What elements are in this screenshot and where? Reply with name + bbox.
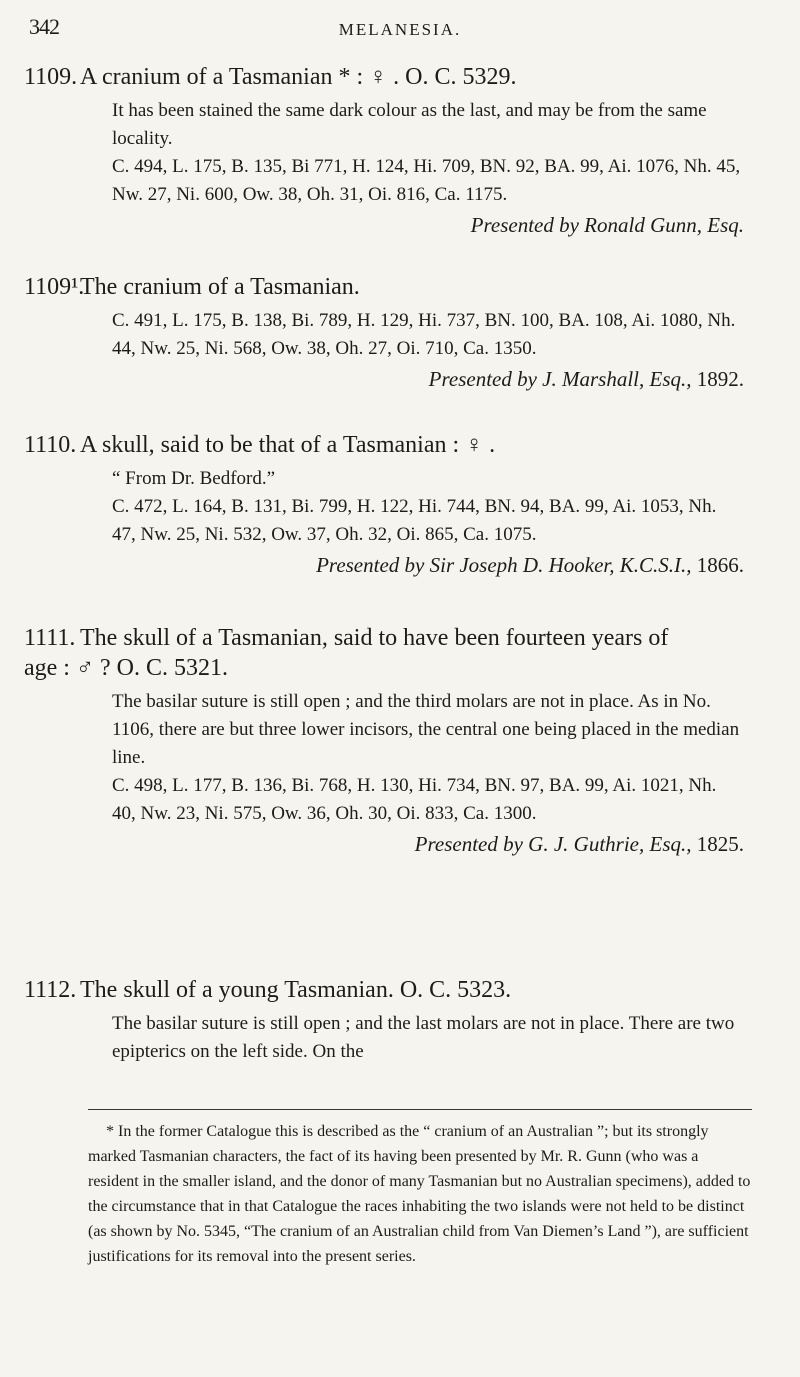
catalogue-entry [24, 272, 744, 393]
entry-number: 1111. [24, 625, 76, 651]
entry-body [112, 307, 744, 393]
entry-body [112, 465, 744, 579]
entry-heading [24, 623, 684, 683]
entry-description: The basilar suture is still open ; and the last molars are not in place. There are two epipterics on the left side. On the [112, 1013, 735, 1062]
entry-body [112, 1010, 744, 1066]
entry-description: “ From Dr. Bedford.” [112, 468, 276, 489]
presentation-year: 1866. [696, 553, 744, 577]
entry-heading [24, 430, 744, 460]
entry-heading [24, 62, 744, 92]
catalogue-entry [24, 430, 744, 579]
entry-number: 1112. [24, 977, 77, 1003]
catalogue-entry [24, 623, 744, 858]
catalogue-entry [24, 975, 744, 1066]
entry-presenter: Presented by Sir Joseph D. Hooker, K.C.S.I., 1866. [316, 553, 744, 577]
entry-body [112, 688, 744, 858]
page-number: 342 [29, 14, 59, 39]
entry-measurements: C. 491, L. 175, B. 138, Bi. 789, H. 129, Hi. 737, BN. 100, BA. 108, Ai. 1080, Nh. 44, Nw. 25, Ni. 568, Ow. 38, Oh. 27, Oi. 710, Ca. 1350. [112, 310, 736, 359]
entry-title: A cranium of a Tasmanian * : ♀ . O. C. 5329. [80, 64, 517, 90]
entry-title: The cranium of a Tasmanian. [80, 274, 360, 300]
entry-measurements: C. 494, L. 175, B. 135, Bi 771, H. 124, Hi. 709, BN. 92, BA. 99, Ai. 1076, Nh. 45, Nw. 27, Ni. 600, Ow. 38, Oh. 31, Oi. 816, Ca. 1175. [112, 156, 741, 205]
entry-heading [24, 975, 744, 1005]
presentation-year: 1892. [696, 367, 744, 391]
entry-heading [24, 272, 744, 302]
footnote: * In the former Catalogue this is described as the “ cranium of an Australian ”; but its strongly marked Tasmanian characters, the fact of its having been presented by Mr. R. Gunn (who was a resident in the smaller island, and the donor of many Tasmanian but no Australian specimens), added to the circumstance that in that Catalogue the races inhabiting the two islands were not held to be distinct (as shown by No. 5345, “The cranium of an Australian child from Van Diemen’s Land ”), are sufficient justifications for its removal into the present series. [88, 1123, 751, 1265]
presentation-year: 1825. [696, 832, 744, 856]
catalogue-entry [24, 62, 744, 239]
entry-description: It has been stained the same dark colour as the last, and may be from the same locality. [112, 100, 707, 149]
running-head: MELANESIA. [338, 20, 462, 39]
entry-measurements: C. 498, L. 177, B. 136, Bi. 768, H. 130, Hi. 734, BN. 97, BA. 99, Ai. 1021, Nh. 40, Nw. 23, Ni. 575, Ow. 36, Oh. 30, Oi. 833, Ca. 1300. [112, 775, 717, 824]
entry-body [112, 97, 744, 239]
entry-title: A skull, said to be that of a Tasmanian : ♀ . [80, 432, 496, 458]
entry-measurements: C. 472, L. 164, B. 131, Bi. 799, H. 122, Hi. 744, BN. 94, BA. 99, Ai. 1053, Nh. 47, Nw. 25, Ni. 532, Ow. 37, Oh. 32, Oi. 865, Ca. 1075. [112, 496, 717, 545]
entry-number: 1109¹. [24, 274, 85, 300]
entry-description: The basilar suture is still open ; and the third molars are not in place. As in No. 1106, there are but three lower incisors, the central one being placed in the median line. [112, 691, 740, 768]
entry-presenter: Presented by Ronald Gunn, Esq. [470, 213, 744, 237]
entry-title: The skull of a young Tasmanian. O. C. 5323. [80, 977, 512, 1003]
entry-presenter: Presented by J. Marshall, Esq., 1892. [428, 367, 744, 391]
entry-number: 1110. [24, 432, 77, 458]
entry-number: 1109. [24, 64, 78, 90]
entry-presenter: Presented by G. J. Guthrie, Esq., 1825. [414, 832, 744, 856]
entry-title: The skull of a Tasmanian, said to have been fourteen years of age : ♂ ? O. C. 5321. [24, 625, 669, 681]
footnote-divider [88, 1109, 752, 1110]
